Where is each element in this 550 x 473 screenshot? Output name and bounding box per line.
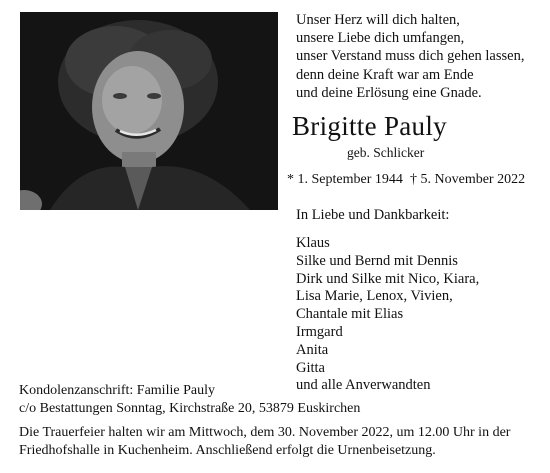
birth-date: * 1. September 1944 — [287, 172, 403, 187]
mourners-list — [296, 235, 479, 395]
mourners-intro: In Liebe und Dankbarkeit: — [296, 207, 450, 223]
mourner-line: Lisa Marie, Lenox, Vivien, — [296, 288, 453, 305]
service-line: Friedhofshalle in Kuchenheim. Anschließend erfolgt die Urnenbeisetzung. — [19, 442, 436, 458]
mourner-line: Anita — [296, 341, 329, 358]
portrait-image — [20, 12, 278, 210]
death-date: † 5. November 2022 — [410, 172, 526, 187]
mourner-line: Chantale mit Elias — [296, 306, 404, 323]
mourner-line: Dirk und Silke mit Nico, Kiara, — [296, 270, 480, 287]
service-line: Die Trauerfeier halten wir am Mittwoch, dem 30. November 2022, um 12.00 Uhr in der — [19, 425, 511, 440]
poem-line: denn deine Kraft war am Ende — [296, 66, 474, 83]
funeral-service-info — [19, 424, 534, 459]
mourner-line: und alle Anverwandten — [296, 377, 431, 394]
portrait-photo — [20, 12, 278, 210]
mourner-line: Klaus — [296, 235, 330, 251]
mourner-line: Silke und Bernd mit Dennis — [296, 252, 458, 269]
condolence-line: Kondolenzanschrift: Familie Pauly — [19, 383, 215, 398]
maiden-name: geb. Schlicker — [347, 145, 425, 160]
mourner-line: Gitta — [296, 359, 325, 376]
condolence-address — [19, 382, 360, 417]
poem-line: unser Verstand muss dich gehen lassen, — [296, 48, 525, 65]
poem-line: unsere Liebe dich umfangen, — [296, 30, 465, 47]
deceased-name: Brigitte Pauly — [292, 111, 447, 141]
poem-line: Unser Herz will dich halten, — [296, 12, 460, 28]
poem-line: und deine Erlösung eine Gnade. — [296, 84, 482, 101]
condolence-line: c/o Bestattungen Sonntag, Kirchstraße 20, 53879 Euskirchen — [19, 400, 361, 416]
poem — [296, 11, 536, 102]
mourner-line: Irmgard — [296, 323, 343, 340]
